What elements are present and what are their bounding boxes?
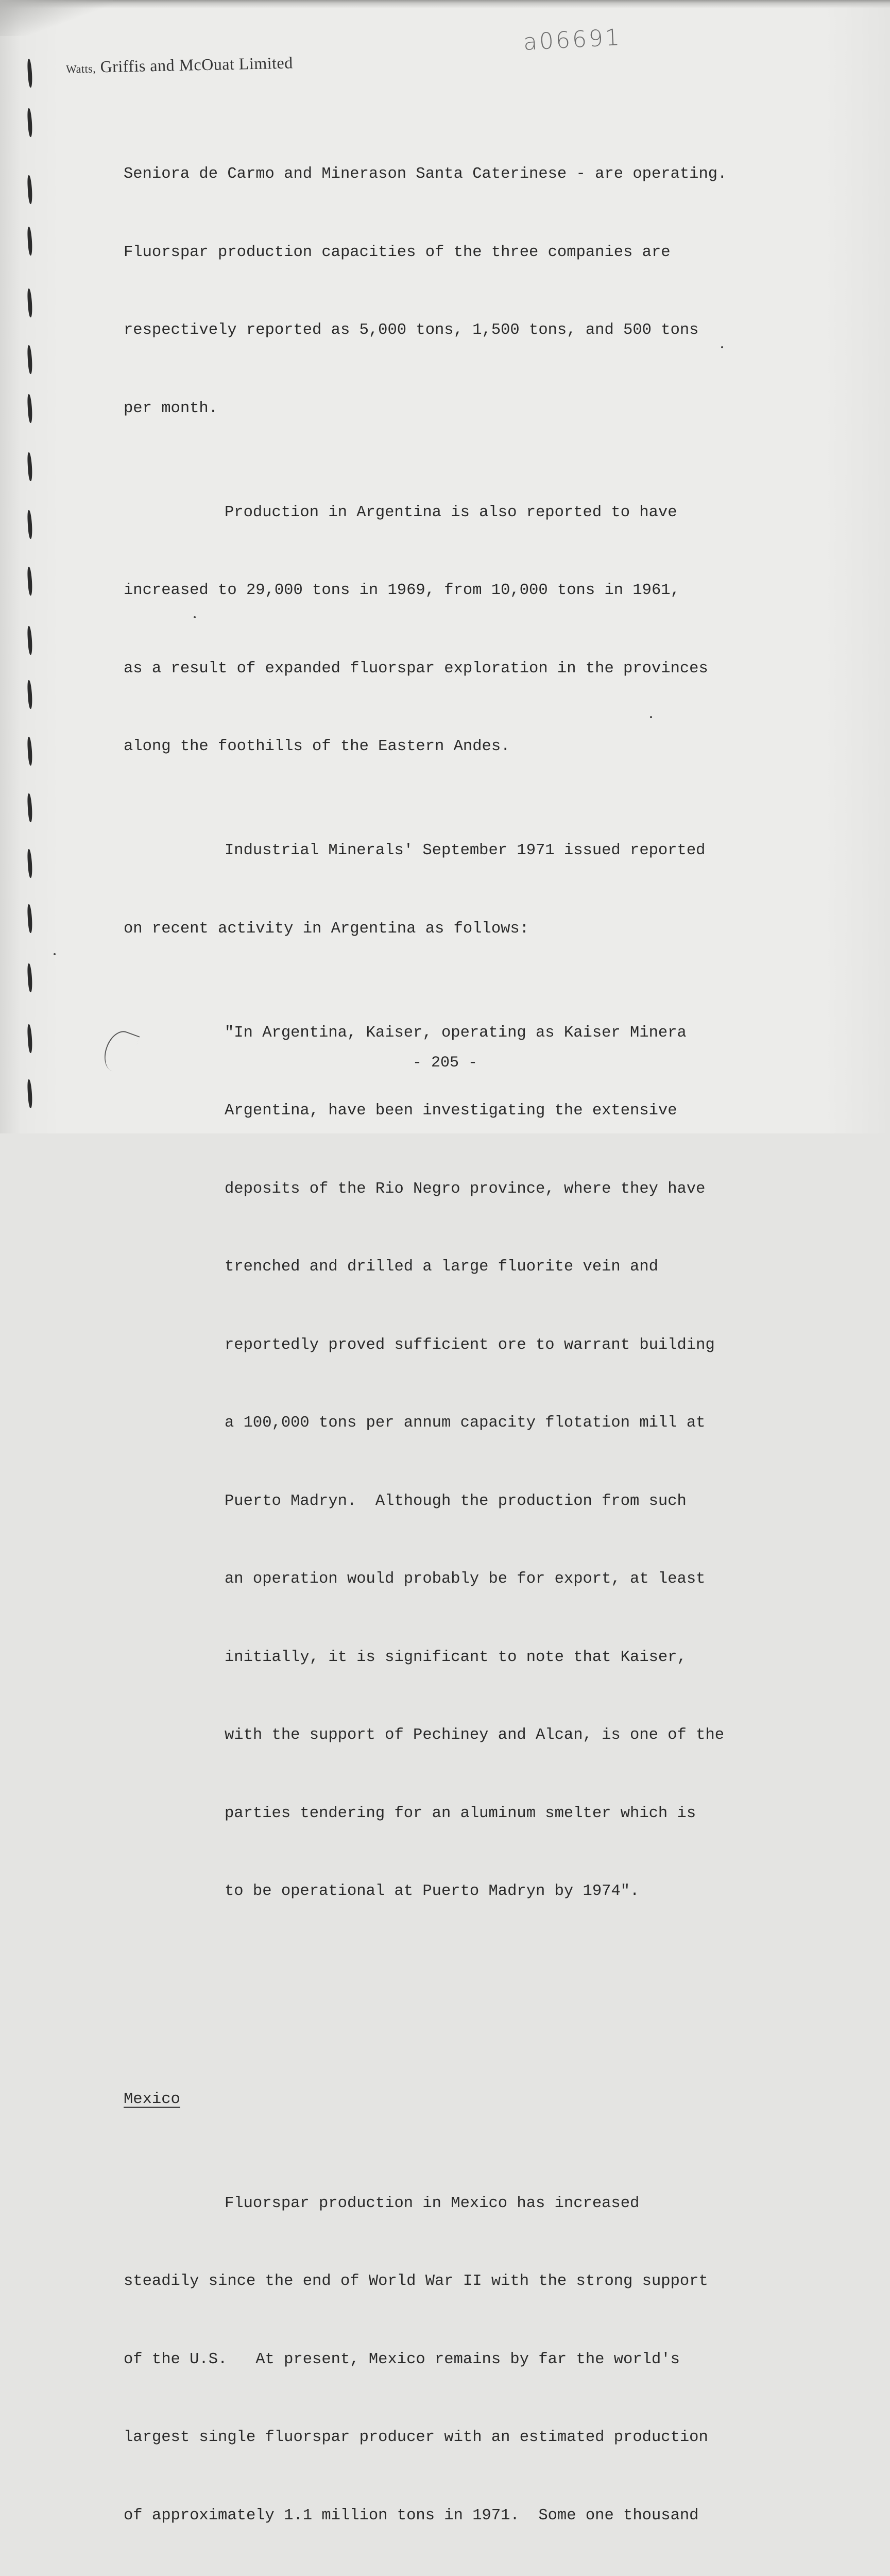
page-number: - 205 -: [412, 1054, 478, 1072]
text-line: largest single fluorspar producer with an estimated production: [124, 2429, 708, 2446]
binding-hole: [27, 394, 33, 423]
text-line: respectively reported as 5,000 tons, 1,500 tons, and 500 tons: [124, 321, 699, 339]
scan-speck: [54, 953, 56, 955]
scan-speck: [721, 346, 723, 348]
text-line: of approximately 1.1 million tons in 1971. Some one thousand: [124, 2506, 699, 2524]
text-line: increased to 29,000 tons in 1969, from 10,000 tons in 1961,: [124, 582, 680, 599]
binding-hole: [27, 452, 33, 481]
section-heading: [124, 2087, 783, 2113]
binding-hole: [27, 626, 33, 655]
document-number: a06691: [522, 24, 623, 56]
body-text: [124, 109, 783, 2576]
letterhead: [66, 53, 293, 77]
binding-hole: [27, 849, 33, 878]
text-line: as a result of expanded fluorspar exploration in the provinces: [124, 659, 708, 677]
binding-hole: [27, 1079, 33, 1108]
binding-hole: [27, 289, 33, 317]
text-line: Fluorspar production capacities of the three companies are: [124, 243, 671, 261]
quote-line: with the support of Pechiney and Alcan, is one of the: [225, 1726, 725, 1744]
binding-hole: [27, 567, 33, 596]
quote-line: initially, it is significant to note that Kaiser,: [225, 1648, 687, 1666]
page-fold-shadow: [0, 0, 113, 36]
binding-hole: [27, 904, 33, 933]
scan-speck: [194, 616, 196, 618]
letterhead-prefix: Watts,: [65, 62, 96, 76]
binding-hole: [27, 793, 33, 822]
text-line: Industrial Minerals' September 1971 issued reported: [225, 842, 706, 859]
text-line: Fluorspar production in Mexico has increased: [225, 2194, 640, 2212]
text-line: steadily since the end of World War II with the strong support: [124, 2273, 708, 2290]
quote-line: deposits of the Rio Negro province, where they have: [225, 1180, 706, 1198]
binding-holes: [26, 52, 36, 1133]
binding-hole: [27, 737, 33, 766]
quote-line: to be operational at Puerto Madryn by 1974".: [225, 1883, 640, 1900]
text-line: along the foothills of the Eastern Andes.: [124, 738, 510, 755]
binding-hole: [27, 963, 33, 992]
text-line: of the U.S. At present, Mexico remains by far the world's: [124, 2350, 680, 2368]
binding-hole: [27, 345, 33, 374]
binding-hole: [27, 1024, 33, 1053]
text-line: on recent activity in Argentina as follows:: [124, 920, 529, 938]
binding-hole: [27, 175, 33, 204]
binding-hole: [27, 227, 33, 256]
quote-line: an operation would probably be for export, at least: [225, 1570, 706, 1588]
section-gap: [124, 1982, 783, 2008]
quote-line: reportedly proved sufficient ore to warrant building: [225, 1336, 715, 1354]
binding-hole: [27, 680, 33, 709]
letterhead-name: Griffis and McOuat Limited: [100, 53, 293, 76]
binding-hole: [27, 108, 33, 137]
text-line: Production in Argentina is also reported to have: [225, 503, 677, 521]
quote-line: Puerto Madryn. Although the production from such: [225, 1492, 687, 1510]
heading-mexico: Mexico: [124, 2090, 180, 2108]
quote-line: Argentina, have been investigating the extensive: [225, 1102, 677, 1120]
quote-line: a 100,000 tons per annum capacity flotation mill at: [225, 1414, 706, 1432]
quote-line: "In Argentina, Kaiser, operating as Kaiser Minera: [225, 1024, 687, 1042]
binding-hole: [27, 510, 33, 539]
text-line: per month.: [124, 399, 218, 417]
scan-speck: [650, 716, 652, 718]
scan-top-edge: [0, 0, 890, 8]
binding-hole: [27, 59, 33, 88]
quote-line: parties tendering for an aluminum smelter which is: [225, 1804, 696, 1822]
quote-line: trenched and drilled a large fluorite vein and: [225, 1258, 658, 1276]
text-line: Seniora de Carmo and Minerason Santa Caterinese - are operating.: [124, 165, 727, 183]
